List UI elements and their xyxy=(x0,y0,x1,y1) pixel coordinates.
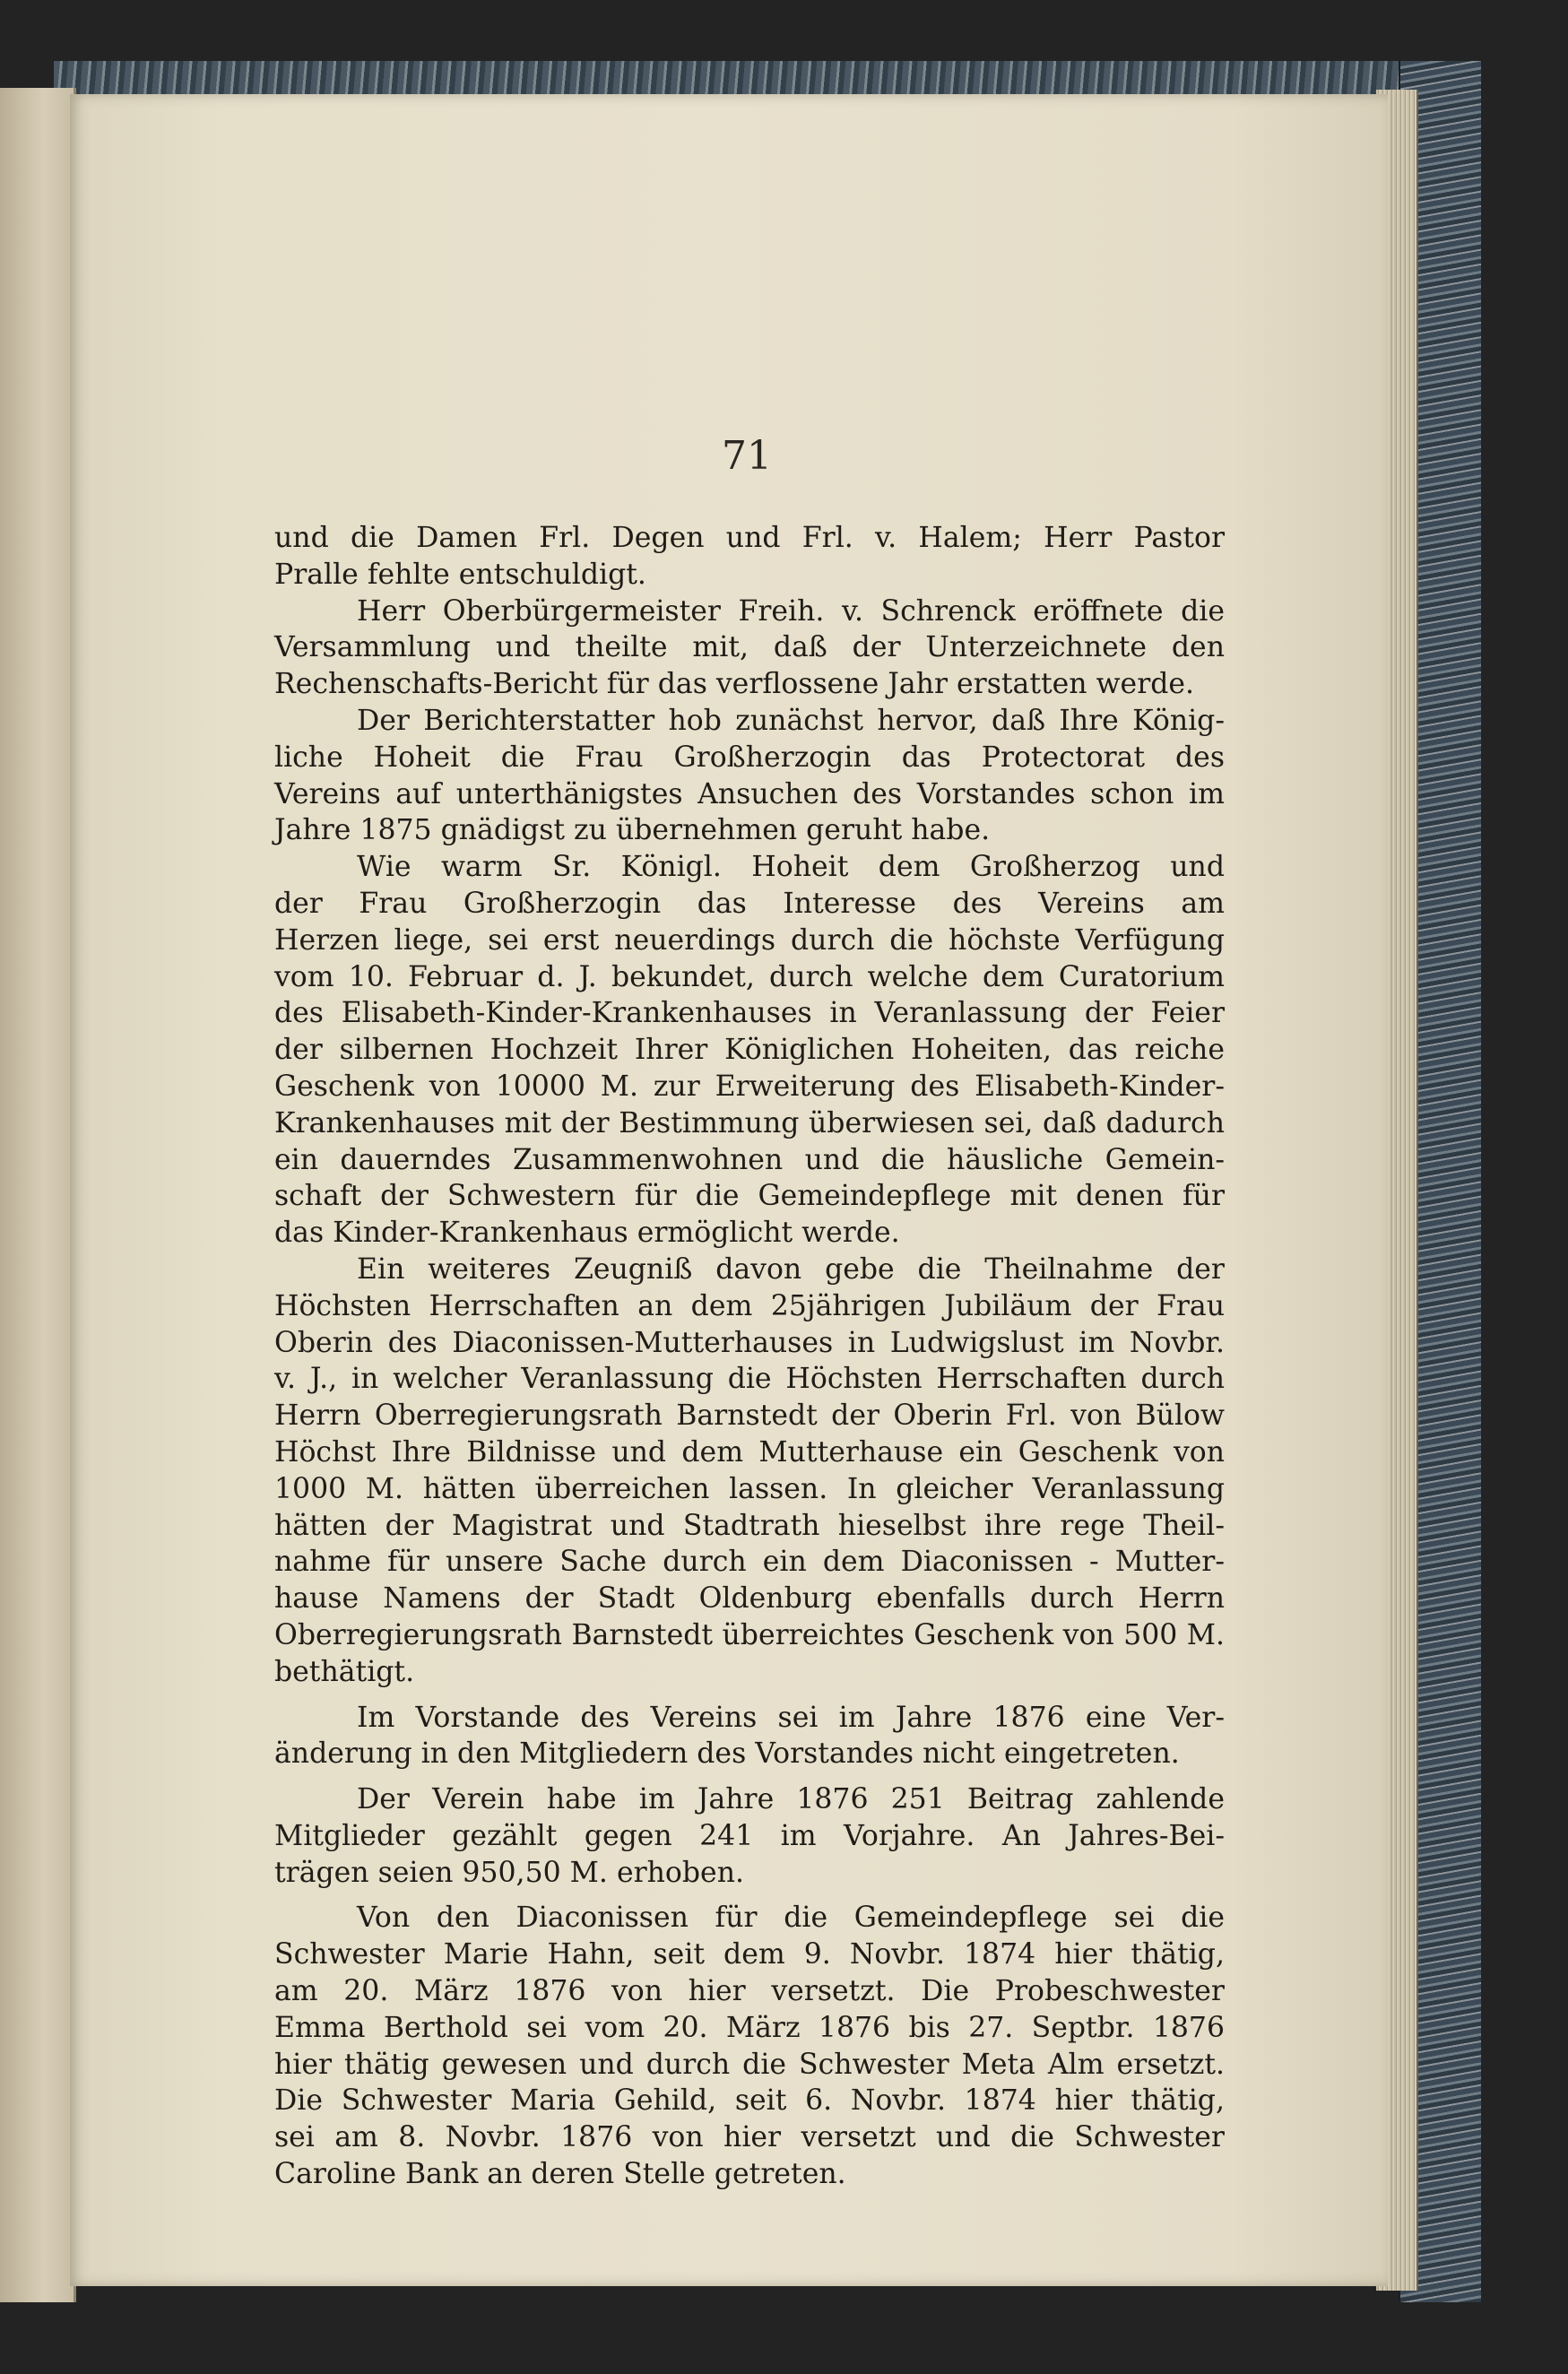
text-line: Ein weiteres Zeugniß davon gebe die Theilnahme der xyxy=(357,1252,1225,1286)
paragraph-gap xyxy=(274,1772,1225,1781)
text-line: Rechenschafts-Bericht für das verflossene Jahr erstatten werde. xyxy=(274,668,1195,701)
paragraph xyxy=(274,1700,1225,1773)
paragraph xyxy=(274,594,1225,703)
paragraph xyxy=(274,1781,1225,1891)
text-line: Oberin des Diaconissen-Mutterhauses in Ludwigslust im Novbr. xyxy=(274,1326,1225,1359)
text-line: und die Damen Frl. Degen und Frl. v. Halem; Herr Pastor xyxy=(274,522,1225,554)
text-line: hause Namens der Stadt Oldenburg ebenfalls durch Herrn xyxy=(274,1582,1225,1616)
text-line: Herzen liege, sei erst neuerdings durch die höchste Verfügung xyxy=(274,923,1225,957)
book-page xyxy=(70,94,1388,2286)
text-line: v. J., in welcher Veranlassung die Höchsten Herrschaften durch xyxy=(274,1363,1225,1396)
text-line: Krankenhauses mit der Bestimmung überwiesen sei, daß dadurch xyxy=(274,1106,1225,1139)
text-line: ein dauerndes Zusammenwohnen und die häusliche Gemein- xyxy=(274,1143,1225,1176)
text-line: der silbernen Hochzeit Ihrer Königlichen Hoheiten, das reiche xyxy=(274,1034,1225,1067)
text-line: Pralle fehlte entschuldigt. xyxy=(274,558,646,591)
paragraph xyxy=(274,703,1225,849)
text-line: sei am 8. Novbr. 1876 von hier versetzt und die Schwester xyxy=(274,2121,1225,2154)
text-line: Oberregierungsrath Barnstedt überreichtes Geschenk von 500 M. xyxy=(274,1618,1225,1651)
text-line: Mitglieder gezählt gegen 241 im Vorjahre. An Jahres-Bei- xyxy=(274,1819,1225,1852)
paragraph xyxy=(274,520,1225,594)
text-line: des Elisabeth-Kinder-Krankenhauses in Veranlassung der Feier xyxy=(274,997,1225,1030)
paragraph-gap xyxy=(274,1691,1225,1700)
text-line: Im Vorstande des Vereins sei im Jahre 1876 eine Ver- xyxy=(357,1701,1225,1734)
text-line: Herrn Oberregierungsrath Barnstedt der Oberin Frl. von Bülow xyxy=(274,1399,1225,1433)
text-line: trägen seien 950,50 M. erhoben. xyxy=(274,1856,744,1889)
text-line: Jahre 1875 gnädigst zu übernehmen geruht habe. xyxy=(274,814,991,847)
text-line: Von den Diaconissen für die Gemeindepflege sei die xyxy=(357,1902,1225,1935)
text-line: hier thätig gewesen und durch die Schwester Meta Alm ersetzt. xyxy=(274,2048,1225,2081)
text-line: Höchst Ihre Bildnisse und dem Mutterhause ein Geschenk von xyxy=(274,1435,1225,1469)
facing-page-edge xyxy=(0,88,76,2302)
text-line: Höchsten Herrschaften an dem 25jährigen Jubiläum der Frau xyxy=(274,1289,1225,1322)
paragraph xyxy=(274,849,1225,1252)
text-line: änderung in den Mitgliedern des Vorstandes nicht eingetreten. xyxy=(274,1737,1180,1771)
text-line: Herr Oberbürgermeister Freih. v. Schrenck eröffnete die xyxy=(357,594,1225,628)
text-line: Der Berichterstatter hob zunächst hervor, daß Ihre König- xyxy=(357,704,1225,737)
text-line: bethätigt. xyxy=(274,1655,415,1688)
text-line: Schwester Marie Hahn, seit dem 9. Novbr. 1874 hier thätig, xyxy=(274,1938,1225,1971)
text-line: Vereins auf unterthänigstes Ansuchen des Vorstandes schon im xyxy=(274,777,1225,810)
text-line: nahme für unsere Sache durch ein dem Diaconissen - Mutter- xyxy=(274,1546,1225,1579)
text-line: Caroline Bank an deren Stelle getreten. xyxy=(274,2158,846,2191)
text-block xyxy=(274,520,1225,2193)
text-line: Die Schwester Maria Gehild, seit 6. Novbr. 1874 hier thätig, xyxy=(274,2084,1225,2118)
text-line: Wie warm Sr. Königl. Hoheit dem Großherzog und xyxy=(357,851,1225,884)
text-line: schaft der Schwestern für die Gemeindepflege mit denen für xyxy=(274,1180,1225,1213)
text-line: das Kinder-Krankenhaus ermöglicht werde. xyxy=(274,1217,900,1250)
text-line: liche Hoheit die Frau Großherzogin das Protectorat des xyxy=(274,741,1225,774)
text-line: Emma Berthold sei vom 20. März 1876 bis 27. Septbr. 1876 xyxy=(274,2011,1225,2044)
paragraph-gap xyxy=(274,1891,1225,1900)
page-number: 71 xyxy=(722,433,772,479)
paragraph xyxy=(274,1900,1225,2192)
text-line: hätten der Magistrat und Stadtrath hieselbst ihre rege Theil- xyxy=(274,1509,1225,1542)
text-line: vom 10. Februar d. J. bekundet, durch welche dem Curatorium xyxy=(274,960,1225,993)
text-line: Geschenk von 10000 M. zur Erweiterung des Elisabeth-Kinder- xyxy=(274,1070,1225,1103)
text-line: der Frau Großherzogin das Interesse des Vereins am xyxy=(274,887,1225,920)
text-line: 1000 M. hätten überreichen lassen. In gleicher Veranlassung xyxy=(274,1472,1225,1505)
text-line: am 20. März 1876 von hier versetzt. Die Probeschwester xyxy=(274,1975,1225,2008)
book-cover-top xyxy=(54,61,1479,97)
paragraph xyxy=(274,1252,1225,1691)
text-line: Versammlung und theilte mit, daß der Unterzeichnete den xyxy=(274,631,1225,664)
text-line: Der Verein habe im Jahre 1876 251 Beitrag zahlende xyxy=(357,1783,1225,1816)
